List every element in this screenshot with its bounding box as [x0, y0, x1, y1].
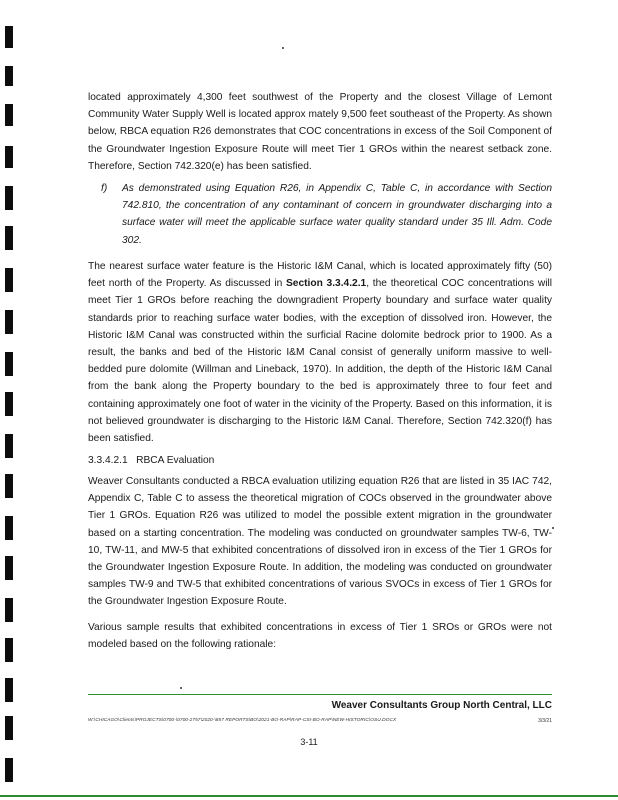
binding-hole-mark [5, 598, 13, 622]
binding-hole-mark [5, 352, 13, 376]
binding-hole-mark [5, 146, 13, 168]
binding-hole-mark [5, 226, 13, 250]
binding-hole-mark [5, 186, 13, 210]
paragraph-text: Weaver Consultants conducted a RBCA evaluation utilizing equation R26 that are listed in 35 IAC 742, Appendix C, Table C to assess the theoretical migration of COCs observed in the groundwater above Tier 1 GROs. Equation R26 was utilized to model the possible extent migration in the groundwater based on a starting concentration. The modeling was conducted on groundwater samples TW-6, TW-10, TW-11, and MW-5 that exhibited concentrations of dissolved iron in excess of the Tier 1 GROs for the Groundwater Ingestion Exposure Route. In addition, the modeling was conducted on groundwater samples TW-9 and TW-5 that exhibited concentrations of various SVOCs in excess of Tier 1 GROs for the Groundwater Ingestion Exposure Route. [88, 476, 552, 608]
binding-hole-mark [5, 556, 13, 580]
binding-hole-mark [5, 66, 13, 86]
footer-date: 3/3/21 [538, 718, 552, 724]
binding-hole-mark [5, 434, 13, 458]
scan-speck [282, 47, 284, 49]
list-item-text: As demonstrated using Equation R26, in Appendix C, Table C, in accordance with Section 742.810, the concentration of any contaminant of concern in groundwater discharging into a surface water will meet the applicable surface water quality standard under 35 Ill. Adm. Code 302. [122, 183, 552, 246]
paragraph-text-part: , the theoretical COC concentrations will meet Tier 1 GROs before reaching the downgradient Property boundary and surface water quality standards prior to reaching surface water bodies, with the exception of dissolved iron. However, the Historic I&M Canal was constructed within the surficial Racine dolomite bedrock prior to 1900. As a result, the banks and bed of the Historic I&M Canal consist of generally uniform massive to well-bedded pure dolomite (Willman and Lineback, 1970). In addition, the depth of the Historic I&M Canal from the bank along the Property boundary to the bed is approximately three to four feet and containing approximately one foot of water in the vicinity of the Property. Based on this information, it is not believed groundwater is discharging to the Historic I&M Canal. Therefore, Section 742.320(f) has been satisfied. [88, 278, 552, 445]
body-paragraph [88, 258, 552, 447]
section-reference: Section 3.3.4.2.1 [286, 278, 367, 290]
binding-hole-mark [5, 678, 13, 702]
page-number: 3-11 [300, 737, 318, 747]
paragraph-text: located approximately 4,300 feet southwest of the Property and the closest Village of Lemont Community Water Supply Well is located approx mately 9,500 feet southeast of the Property. As shown below, RBCA equation R26 demonstrates that COC concentrations in excess of the Soil Component of the Groundwater Ingestion Exposure Route will meet Tier 1 GROs within the nearest setback zone. Therefore, Section 742.320(e) has been satisfied. [88, 92, 552, 172]
binding-hole-mark [5, 392, 13, 416]
body-paragraph [88, 473, 552, 611]
footer-company-name: Weaver Consultants Group North Central, LLC [331, 700, 552, 711]
binding-hole-mark [5, 516, 13, 540]
binding-hole-mark [5, 104, 13, 126]
paragraph-text-part: The nearest surface water feature is the Historic I&M Canal, which is located approximately fifty (50) feet north of the Property. As discussed in [88, 261, 552, 290]
body-paragraph [88, 89, 552, 175]
scan-speck [180, 687, 182, 689]
paragraph-text [88, 258, 552, 447]
paragraph-text: Various sample results that exhibited concentrations in excess of Tier 1 SROs or GROs were not modeled based on the following rationale: [88, 622, 552, 651]
footer-divider [88, 694, 552, 695]
binding-hole-mark [5, 310, 13, 334]
body-paragraph [88, 619, 552, 653]
section-heading [88, 452, 552, 469]
binding-hole-mark [5, 638, 13, 662]
bottom-edge-rule [0, 795, 618, 797]
binding-hole-mark [5, 26, 13, 48]
binding-hole-mark [5, 474, 13, 498]
footer-file-path: W:\CHICAGO\Clients\PROJECTS\0700-\0700-2757\2020-\857 REPORTS\BO\2021-BO-RAP\RAP-CSI-BO-RAP\NEW-HISTORIC\OSU.DOCX [88, 718, 397, 723]
scan-speck [552, 527, 554, 529]
binding-hole-mark [5, 268, 13, 292]
list-item-label: f) [101, 183, 108, 194]
binding-hole-mark [5, 758, 13, 782]
section-heading-text: 3.3.4.2.1 RBCA Evaluation [88, 455, 215, 466]
